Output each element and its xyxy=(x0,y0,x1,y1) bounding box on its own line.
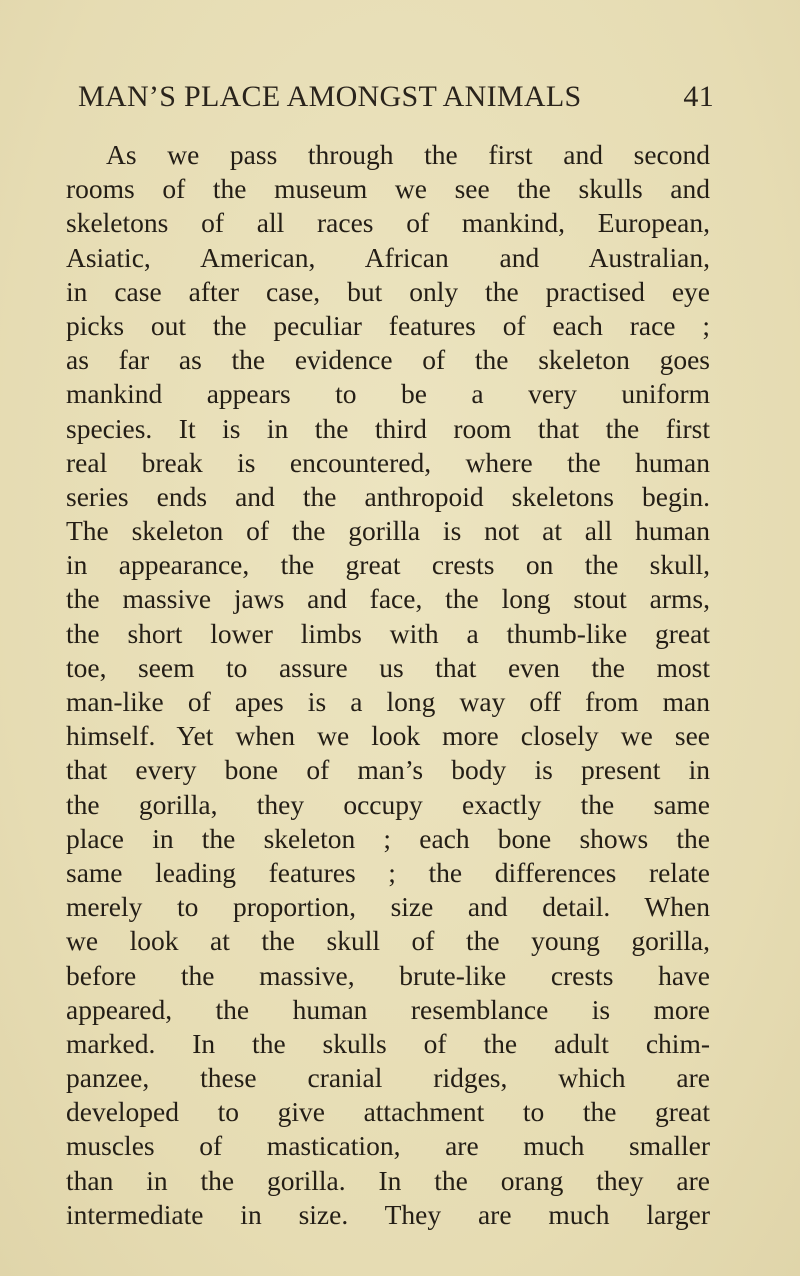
text-line: than in the gorilla. In the orang they are xyxy=(66,1164,710,1196)
text-line: skeletons of all races of mankind, European, xyxy=(66,207,710,239)
text-line: in appearance, the great crests on the skull, xyxy=(66,549,710,581)
text-line: we look at the skull of the young gorilla, xyxy=(66,925,710,957)
text-line: same leading features ; the differences relate xyxy=(66,856,710,888)
text-line: toe, seem to assure us that even the most xyxy=(66,651,710,683)
text-line: before the massive, brute-like crests have xyxy=(66,959,710,991)
text-line: that every bone of man’s body is present in xyxy=(66,754,710,786)
text-line: Asiatic, American, African and Australian, xyxy=(66,241,710,273)
text-line: as far as the evidence of the skeleton goes xyxy=(66,344,710,376)
text-line: muscles of mastication, are much smaller xyxy=(66,1130,710,1162)
text-line: himself. Yet when we look more closely we see xyxy=(66,720,710,752)
body-text xyxy=(66,138,710,1232)
text-line: place in the skeleton ; each bone shows the xyxy=(66,822,710,854)
text-line: the short lower limbs with a thumb-like great xyxy=(66,617,710,649)
text-line: the gorilla, they occupy exactly the same xyxy=(66,788,710,820)
text-line: appeared, the human resemblance is more xyxy=(66,993,710,1025)
text-line: series ends and the anthropoid skeletons begin. xyxy=(66,480,710,512)
text-line: man-like of apes is a long way off from man xyxy=(66,686,710,717)
running-head xyxy=(78,80,714,124)
text-line: in case after case, but only the practised eye xyxy=(66,275,710,307)
text-line: the massive jaws and face, the long stout arms, xyxy=(66,583,710,615)
text-line: picks out the peculiar features of each race ; xyxy=(66,309,710,341)
text-line: species. It is in the third room that the first xyxy=(66,412,710,444)
text-line: marked. In the skulls of the adult chim- xyxy=(66,1027,710,1059)
text-line: mankind appears to be a very uniform xyxy=(66,378,710,410)
text-line: As we pass through the first and second xyxy=(106,139,710,170)
text-line: intermediate in size. They are much larger xyxy=(66,1198,710,1230)
text-line: rooms of the museum we see the skulls and xyxy=(66,173,710,205)
text-line: developed to give attachment to the great xyxy=(66,1096,710,1128)
text-line: merely to proportion, size and detail. When xyxy=(66,891,710,923)
text-line: panzee, these cranial ridges, which are xyxy=(66,1062,710,1094)
text-line: The skeleton of the gorilla is not at all human xyxy=(66,515,710,547)
text-line: real break is encountered, where the human xyxy=(66,446,710,478)
page-number: 41 xyxy=(683,80,714,113)
running-title: MAN’S PLACE AMONGST ANIMALS xyxy=(78,80,582,113)
